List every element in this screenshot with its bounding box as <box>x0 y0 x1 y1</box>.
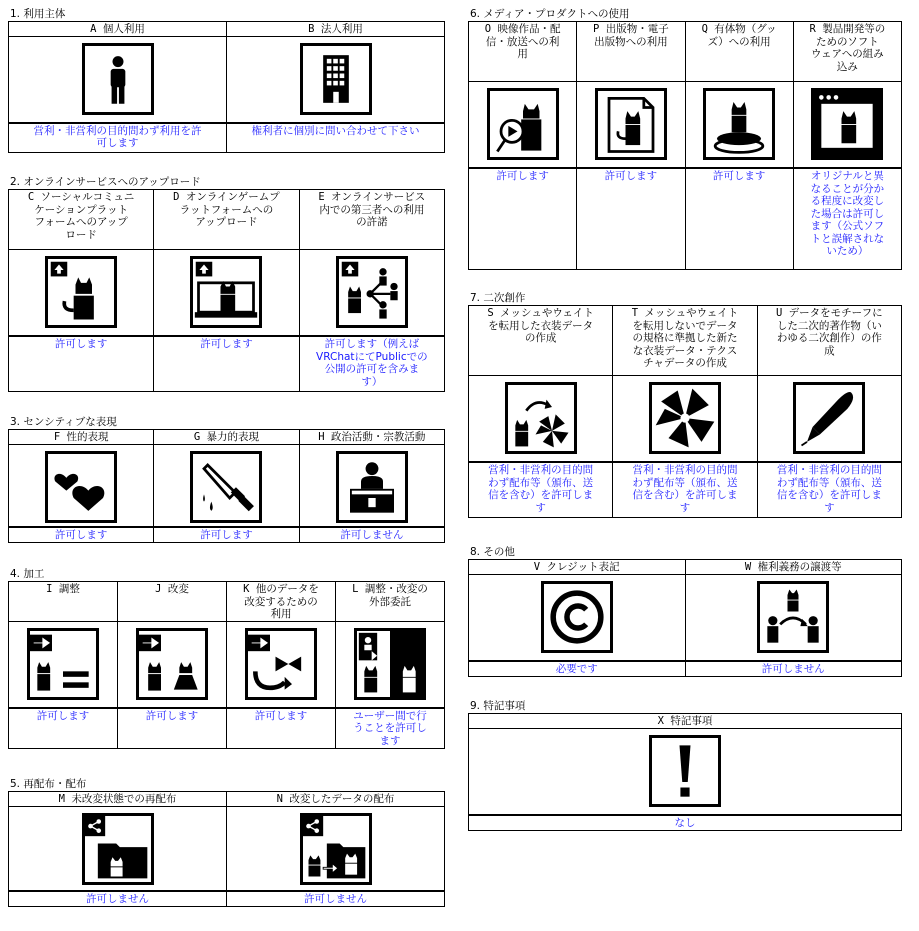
item-j-label: J 改変 <box>155 583 189 595</box>
item-d-value: 許可します <box>154 336 298 352</box>
section-special-notes <box>468 700 902 831</box>
item-g-value: 許可します <box>154 527 298 543</box>
item-s-value: 営利・非営利の目的問 わず配布等（頒布、送 信を含む）を許可しま す <box>469 462 612 515</box>
item-i-label: I 調整 <box>46 583 80 595</box>
item-p-value: 許可します <box>577 168 684 184</box>
item-q-value: 許可します <box>686 168 793 184</box>
section-title: 1. 利用主体 <box>10 8 66 20</box>
item-l-value: ユーザー間で行 うことを許可し ます <box>336 708 444 749</box>
item-b-value: 権利者に個別に問い合わせて下さい <box>227 123 444 139</box>
upload-cat-icon <box>45 256 117 328</box>
outsource-icon <box>354 628 426 700</box>
item-c-label: C ソーシャルコミュニ ケーションプラット フォームへのアップ ロード <box>27 191 135 241</box>
section-processing <box>8 568 445 749</box>
item-v-label: V クレジット表記 <box>533 561 620 573</box>
item-f-label: F 性的表現 <box>53 431 109 443</box>
item-u-label: U データをモチーフに した二次的著作物（い わゆる二次創作）の作 成 <box>776 307 883 357</box>
item-s-label: S メッシュやウェイト を転用した衣装データ の作成 <box>487 307 594 344</box>
share-folder-icon <box>82 813 154 885</box>
cat-tail-bow-icon <box>245 628 317 700</box>
item-d-label: D オンラインゲームプ ラットフォームへの アップロード <box>173 191 280 228</box>
online-upload-table <box>8 189 445 392</box>
usage-subject-table <box>8 21 445 153</box>
item-i-value: 許可します <box>9 708 117 724</box>
item-c-value: 許可します <box>9 336 153 352</box>
section-title: 8. その他 <box>470 546 515 558</box>
upload-share-people-icon <box>336 256 408 328</box>
item-j-value: 許可します <box>118 708 226 724</box>
other-table <box>468 559 902 677</box>
section-title: 4. 加工 <box>10 568 45 580</box>
play-cat-icon <box>487 88 559 160</box>
special-notes-table <box>468 713 902 831</box>
item-h-label: H 政治活動・宗教活動 <box>318 431 426 443</box>
item-k-value: 許可します <box>227 708 335 724</box>
item-p-label: P 出版物・電子 出版物への利用 <box>593 23 669 48</box>
item-r-label: R 製品開発等の ためのソフト ウェアへの組み 込み <box>809 23 886 73</box>
item-k-label: K 他のデータを 改変するための 利用 <box>243 583 319 620</box>
item-e-label: E オンラインサービス 内での第三者への利用 の許諾 <box>318 191 426 228</box>
adjust-equal-icon <box>27 628 99 700</box>
section-title: 6. メディア・プロダクトへの使用 <box>470 8 630 20</box>
knife-icon <box>190 451 262 523</box>
item-e-value: 許可します（例えば VRChatにてPublicでの 公開の許可を含みま す） <box>300 336 444 389</box>
pen-nib-icon <box>793 382 865 454</box>
person-icon <box>82 43 154 115</box>
cat-flower-icon <box>505 382 577 454</box>
sensitive-expression-table <box>8 429 445 543</box>
section-online-upload <box>8 176 445 392</box>
podium-icon <box>336 451 408 523</box>
item-h-value: 許可しません <box>300 527 444 543</box>
item-a-value: 営利・非営利の目的問わず利用を許 可します <box>9 123 226 151</box>
item-x-value: なし <box>469 815 901 831</box>
modify-cats-icon <box>136 628 208 700</box>
item-l-label: L 調整・改変の 外部委託 <box>352 583 428 608</box>
section-title: 7. 二次創作 <box>470 292 526 304</box>
section-other <box>468 546 902 677</box>
item-o-value: 許可します <box>469 168 576 184</box>
section-title: 9. 特記事項 <box>470 700 526 712</box>
derivative-works-table <box>468 305 902 518</box>
section-derivative-works <box>468 292 902 518</box>
section-media-product <box>468 8 902 270</box>
exclamation-icon <box>649 735 721 807</box>
flower-icon <box>649 382 721 454</box>
item-r-value: オリジナルと異 なることが分か る程度に改変し た場合は許可し ます（公式ソフ トと誤解されな いため） <box>794 168 901 259</box>
item-w-label: W 権利義務の譲渡等 <box>744 561 842 573</box>
item-n-label: N 改変したデータの配布 <box>276 793 395 805</box>
item-m-label: M 未改変状態での再配布 <box>58 793 177 805</box>
hearts-icon <box>45 451 117 523</box>
redistribution-table <box>8 791 445 907</box>
item-o-label: O 映像作品・配 信・放送への利 用 <box>484 23 561 60</box>
section-title: 5. 再配布・配布 <box>10 778 87 790</box>
share-folder-modified-icon <box>300 813 372 885</box>
item-b-label: B 法人利用 <box>308 23 363 35</box>
item-t-label: T メッシュやウェイト を転用しないでデータ の規格に準拠した新た な衣装データ・テクス チャデータの作成 <box>631 307 739 369</box>
item-a-label: A 個人利用 <box>90 23 145 35</box>
section-sensitive-expression <box>8 416 445 543</box>
software-window-cat-icon <box>811 88 883 160</box>
section-title: 3. センシティブな表現 <box>10 416 117 428</box>
item-q-label: Q 有体物（グッ ズ）への利用 <box>701 23 777 48</box>
item-w-value: 許可しません <box>686 661 902 677</box>
item-u-value: 営利・非営利の目的問 わず配布等（頒布、送 信を含む）を許可しま す <box>758 462 901 515</box>
item-g-label: G 暴力的表現 <box>193 431 260 443</box>
building-icon <box>300 43 372 115</box>
item-n-value: 許可しません <box>227 891 444 907</box>
upload-monitor-cat-icon <box>190 256 262 328</box>
section-title: 2. オンラインサービスへのアップロード <box>10 176 201 188</box>
media-product-table <box>468 21 902 270</box>
item-v-value: 必要です <box>469 661 685 677</box>
item-m-value: 許可しません <box>9 891 226 907</box>
document-cat-icon <box>595 88 667 160</box>
section-usage-subject <box>8 8 445 153</box>
figure-cat-icon <box>703 88 775 160</box>
transfer-icon <box>757 581 829 653</box>
item-f-value: 許可します <box>9 527 153 543</box>
processing-table <box>8 581 445 749</box>
copyright-icon <box>541 581 613 653</box>
section-redistribution <box>8 778 445 907</box>
item-x-label: X 特記事項 <box>657 715 713 727</box>
item-t-value: 営利・非営利の目的問 わず配布等（頒布、送 信を含む）を許可しま す <box>613 462 756 515</box>
